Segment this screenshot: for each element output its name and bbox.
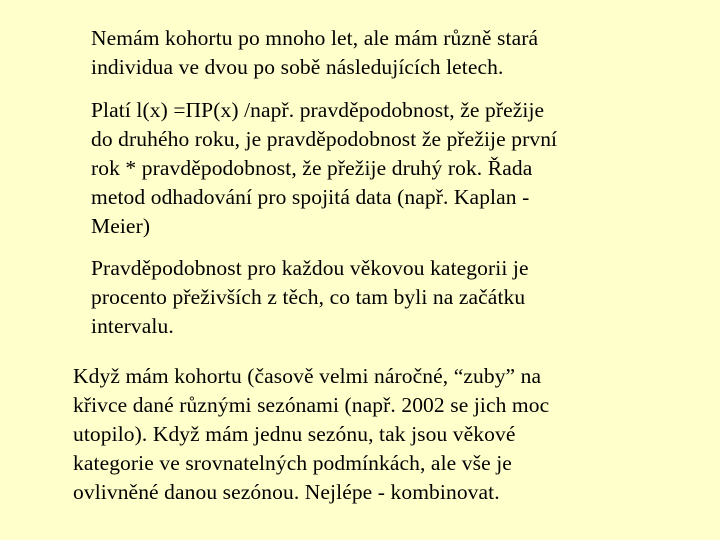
text-line: Platí l(x) =ΠP(x) /např. pravděpodobnost, že přežije xyxy=(91,98,545,122)
text-line: křivce dané různými sezónami (např. 2002 se jich moc xyxy=(73,393,550,417)
text-line: ovlivněné danou sezónou. Nejlépe - kombinovat. xyxy=(73,480,500,504)
text-line: kategorie ve srovnatelných podmínkách, ale vše je xyxy=(73,451,512,475)
text-line: do druhého roku, je pravděpodobnost že přežije první xyxy=(91,127,558,151)
paragraph-conclusion xyxy=(73,362,653,507)
text-line: procento přeživších z těch, co tam byli na začátku xyxy=(91,285,526,309)
paragraph-age-category xyxy=(91,254,651,341)
text-line: intervalu. xyxy=(91,314,174,338)
text-line: Když mám kohortu (časově velmi náročné, “zuby” na xyxy=(73,364,542,388)
text-line: rok * pravděpodobnost, že přežije druhý rok. Řada xyxy=(91,156,533,180)
text-line: individua ve dvou po sobě následujících letech. xyxy=(91,55,504,79)
text-line: Nemám kohortu po mnoho let, ale mám různě stará xyxy=(91,26,539,50)
text-line: Meier) xyxy=(91,214,151,238)
paragraph-cohort-intro xyxy=(91,24,691,82)
text-line: Pravděpodobnost pro každou věkovou kategorii je xyxy=(91,256,529,280)
paragraph-formula xyxy=(91,96,651,241)
text-line: utopilo). Když mám jednu sezónu, tak jsou věkové xyxy=(73,422,516,446)
text-line: metod odhadování pro spojitá data (např. Kaplan - xyxy=(91,185,530,209)
